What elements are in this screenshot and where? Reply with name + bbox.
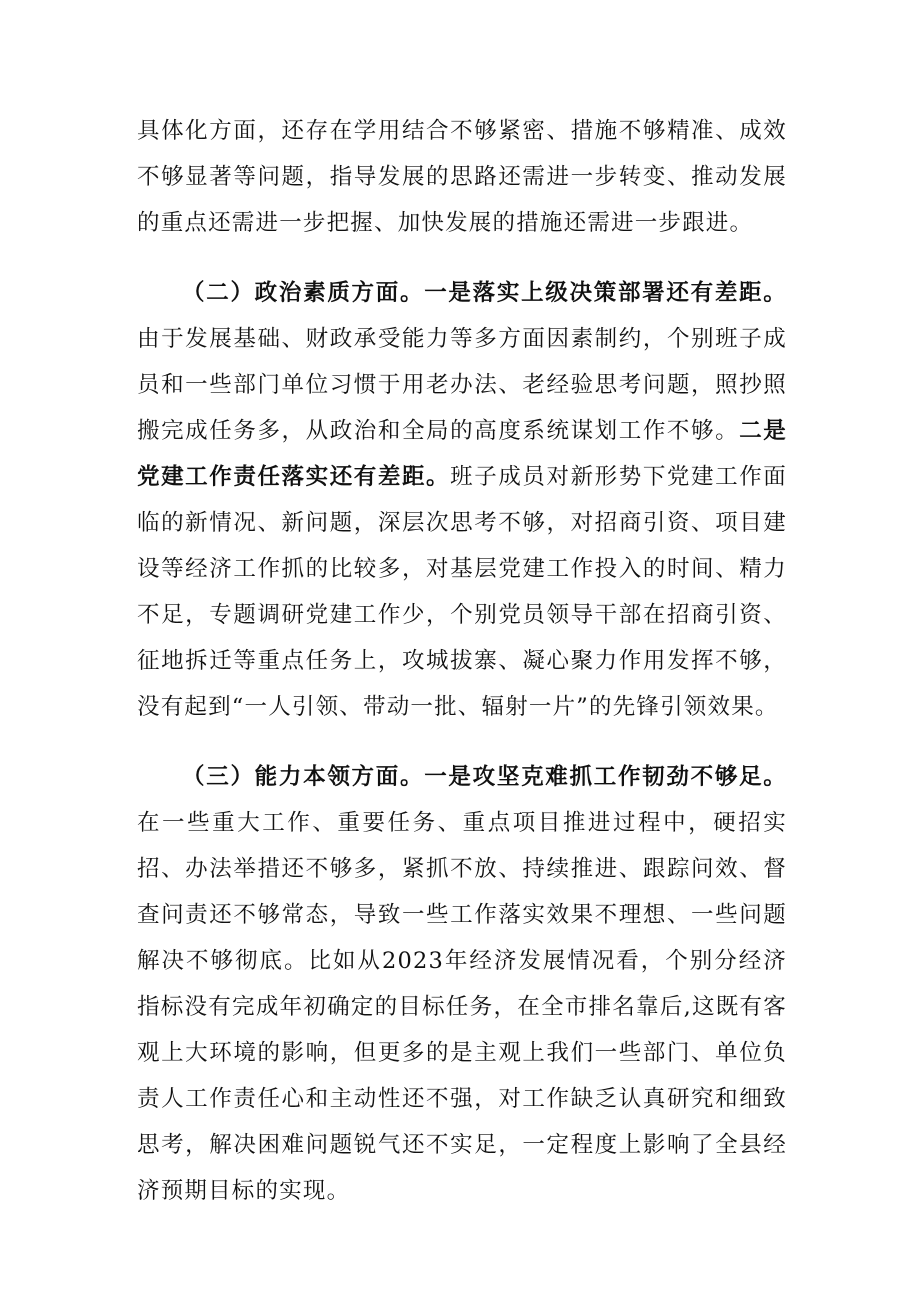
section-heading: （二）政治素质方面。 <box>182 280 425 306</box>
point-title: 一是落实上级决策部署还有差距。 <box>424 280 787 306</box>
point-text: 班子成员对新形势下党建工作面临的新情况、新问题，深层次思考不够，对招商引资、项目建设等经济工作抓的比较多，对基层党建工作投入的时间、精力不足，专题调研党建工作少，个别党员领导干部在招商引资、征地拆迁等重点任务上，攻城拔寨、凝心聚力作用发挥不够，没有起到“一人引领、带动一批、辐射一片”的先锋引领效果。 <box>137 464 787 720</box>
point-title: 二是党建工作责任落实还有差距。 <box>137 418 787 490</box>
section-heading: （三）能力本领方面。 <box>182 764 425 790</box>
point-text: 由于发展基础、财政承受能力等多方面因素制约，个别班子成员和一些部门单位习惯于用老办法、老经验思考问题，照抄照搬完成任务多，从政治和全局的高度系统谋划工作不够。 <box>137 326 787 444</box>
point-text: 在一些重大工作、重要任务、重点项目推进过程中，硬招实招、办法举措还不够多，紧抓不放、持续推进、跟踪问效、督查问责还不够常态，导致一些工作落实效果不理想、一些问题解决不够彻底。比如从2023年经济发展情况看，个别分经济指标没有完成年初确定的目标任务，在全市排名靠后,这既有客观上大环境的影响，但更多的是主观上我们一些部门、单位负责人工作责任心和主动性还不强，对工作缺乏认真研究和细致思考，解决困难问题锐气还不实足，一定程度上影响了全县经济预期目标的实现。 <box>137 810 787 1204</box>
paragraph-continuation <box>137 108 787 246</box>
document-body <box>137 108 787 1238</box>
paragraph-text: 具体化方面，还存在学用结合不够紧密、措施不够精准、成效不够显著等问题，指导发展的思路还需进一步转变、推动发展的重点还需进一步把握、加快发展的措施还需进一步跟进。 <box>137 118 787 236</box>
paragraph-political-quality <box>137 270 787 730</box>
point-title: 一是攻坚克难抓工作韧劲不够足。 <box>424 764 787 790</box>
paragraph-ability <box>137 754 787 1214</box>
